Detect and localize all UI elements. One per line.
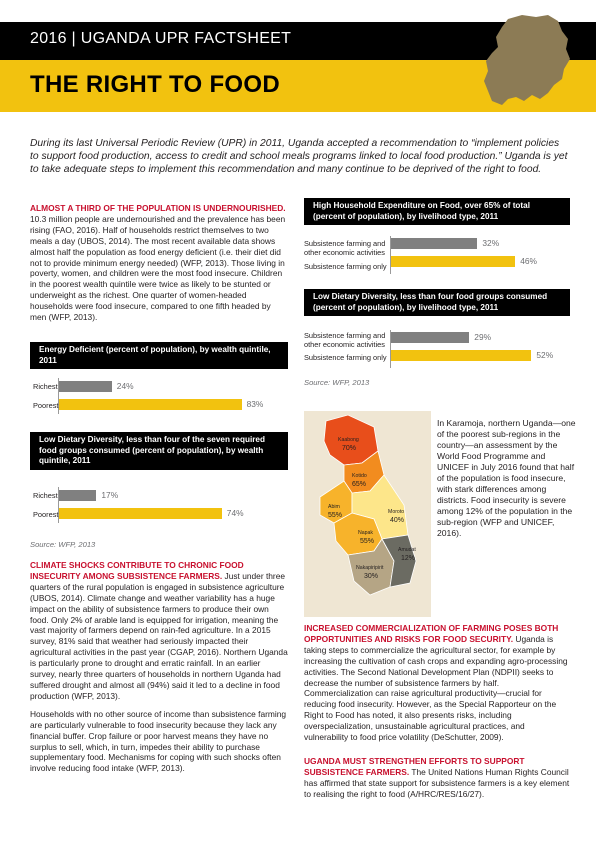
section-undernourished: [30, 203, 288, 330]
chart3-label-mixed: Subsistence farming and other economic activities: [304, 239, 386, 257]
chart3-title: High Household Expenditure on Food, over 65% of total (percent of population), by livelihood type, 2011: [304, 198, 570, 225]
map-value-kaabong: 70%: [342, 445, 357, 452]
chart1-value-richest: 24%: [116, 381, 134, 391]
map-label-napak: Napak: [358, 530, 373, 536]
chart4-label-only: Subsistence farming only: [304, 353, 387, 362]
section-heading: ALMOST A THIRD OF THE POPULATION IS UNDERNOURISHED.: [30, 203, 286, 213]
chart2-value-poorest: 74%: [226, 508, 244, 518]
chart4-value-only: 52%: [536, 350, 554, 360]
chart4-label-mixed: Subsistence farming and other economic activities: [304, 331, 386, 349]
chart4-title: Low Dietary Diversity, less than four food groups consumed (percent of population), by livelihood type, 2011: [304, 289, 570, 316]
karamoja-callout: In Karamoja, northern Uganda—one of the poorest sub-regions in the country—an assessment by the World Food Programme and UNICEF in July 2016 found that half of the population is food insecure, with stark differences among districts. Food insecurity is severe among 12% of the population in the sub-region (WFP and UNICEF, 2016).: [437, 418, 576, 538]
map-label-kotido: Kotido: [352, 473, 367, 479]
chart3-value-mixed: 32%: [482, 238, 500, 248]
map-label-nakapiripirit: Nakapiripirit: [356, 565, 384, 571]
chart4-bar-only: [391, 350, 531, 361]
chart4-value-mixed: 29%: [474, 332, 492, 342]
chart3-value-only: 46%: [520, 256, 537, 266]
chart2-label-poorest: Poorest: [33, 510, 59, 519]
chart1-value-poorest: 83%: [246, 399, 264, 409]
intro-text: During its last Universal Periodic Review (UPR) in 2011, Uganda accepted a recommendation to “implement policies to support food production, access to credit and school meals programs linked to local food production.” Uganda is yet to take adequate steps to implement this recommendation and many continue to be deprived of the right to food.: [30, 138, 568, 175]
map-label-abim: Abim: [328, 504, 340, 510]
source-note-right: Source: WFP, 2013: [304, 378, 370, 387]
chart2-bar-poorest: [59, 508, 222, 519]
section-heading: INCREASED COMMERCIALIZATION OF FARMING POSES BOTH OPPORTUNITIES AND RISKS FOR FOOD SECURITY.: [304, 623, 559, 644]
chart4-bar-mixed: [391, 332, 469, 343]
map-value-abim: 55%: [328, 512, 343, 519]
map-value-kotido: 65%: [352, 481, 367, 488]
source-note-left: Source: WFP, 2013: [30, 540, 96, 549]
factsheet-title: 2016 | UGANDA UPR FACTSHEET: [30, 30, 292, 47]
chart3-label-only: Subsistence farming only: [304, 262, 387, 271]
section-commercialization: [304, 623, 570, 750]
chart1-title: Energy Deficient (percent of population), by wealth quintile, 2011: [30, 342, 288, 369]
chart1-label-richest: Richest: [33, 382, 58, 391]
section-body-2: Households with no other source of income than subsistence farming are particularly vulnerable to food insecurity because they lack any financial buffer. Crop failure or poor harvest means they have no surplus to sell, which, in turn, impedes their ability to purchase supplementary food. Mechanisms for coping with such shocks often involve reducing food intake (WFP, 2013).: [30, 708, 287, 774]
map-value-nakapiripirit: 30%: [364, 573, 379, 580]
uganda-map-icon: [478, 13, 574, 111]
chart1-bar-poorest: [59, 399, 242, 410]
map-value-moroto: 40%: [390, 517, 405, 524]
chart2-bar-richest: [59, 490, 96, 501]
section-body: The United Nations Human Rights Council has affirmed that state support for subsistence farmers is a key element to realising the right to food (A/HRC/RES/16/27).: [304, 766, 570, 799]
section-heading: UGANDA MUST STRENGTHEN EFFORTS TO SUPPORT SUBSISTENCE FARMERS.: [304, 756, 525, 777]
map-label-kaabong: Kaabong: [338, 437, 359, 443]
map-label-amudat: Amudat: [398, 547, 416, 553]
chart2-label-richest: Richest: [33, 491, 58, 500]
uganda-map-shape: [484, 15, 570, 105]
section-body: Uganda is taking steps to commercialize the agricultural sector, for example by increasing the cultivation of cash crops and expanding agro-processing activities. The Second National Development Plan (NDPII) seeks to decrease the number of subsistence farmers by half. Commercialization can raise agricultural productivity—crucial for reducing food insecurity. However, as the Special Rapporteur on the Right to Food has noted, it also presents risks, including overspecialization, unsustainable agricultural practices, and vulnerability to food price volatility (DeSchutter, 2009).: [304, 633, 568, 743]
map-value-amudat: 12%: [401, 555, 416, 562]
chart1-bar-richest: [59, 381, 112, 392]
karamoja-map: [304, 411, 431, 617]
chart3-bar-mixed: [391, 238, 477, 249]
chart3-bar-only: [391, 256, 515, 267]
map-label-moroto: Moroto: [388, 509, 405, 515]
section-heading: CLIMATE SHOCKS CONTRIBUTE TO CHRONIC FOOD INSECURITY AMONG SUBSISTENCE FARMERS.: [30, 560, 244, 581]
section-climate: [30, 560, 288, 781]
chart1-label-poorest: Poorest: [33, 401, 59, 410]
page-title: THE RIGHT TO FOOD: [30, 71, 280, 98]
map-value-napak: 55%: [360, 538, 375, 545]
section-body: 10.3 million people are undernourished and the prevalence has been rising (FAO, 2016). Half of households restrict themselves to two meals a day (UBOS, 2014). The most recent available data shows almost half the population as food energy deficient (i.e. their diet did not to provide minimum energy needed) (WFP, 2013). Those living in poverty, women, and children were the most food insecure. Children in the poorest wealth quintile were twice as likely to be stunted or underweight as the richest. One quarter of women-headed households were food insecure, compared to one fifth headed by men (WFP, 2013).: [30, 213, 286, 323]
section-support-farmers: [304, 756, 570, 807]
chart2-title: Low Dietary Diversity, less than four of the seven required food groups consumed (percent of population), by wealth quintile, 2011: [30, 432, 288, 470]
chart2-value-richest: 17%: [101, 490, 119, 500]
section-body: Just under three quarters of the rural population is engaged in subsistence agriculture (UBOS, 2014). Climate change and weather variability has a huge impact on the ability of subsistence farmers to produce their own food. Only 2% of arable land is equipped for irrigation, meaning the vast majority of farmers depend on rain-fed agriculture. In a 2015 survey, 81% said that weather had seriously impacted their agricultural activities in the past year (CGAP, 2016). Northern Uganda is particularly prone to drought and erratic rainfall. In an earlier survey, nearly three quarters of households in northern Uganda had suffered drought and almost all (94%) said it led to a decline in food production (WFP, 2013).: [30, 570, 288, 701]
